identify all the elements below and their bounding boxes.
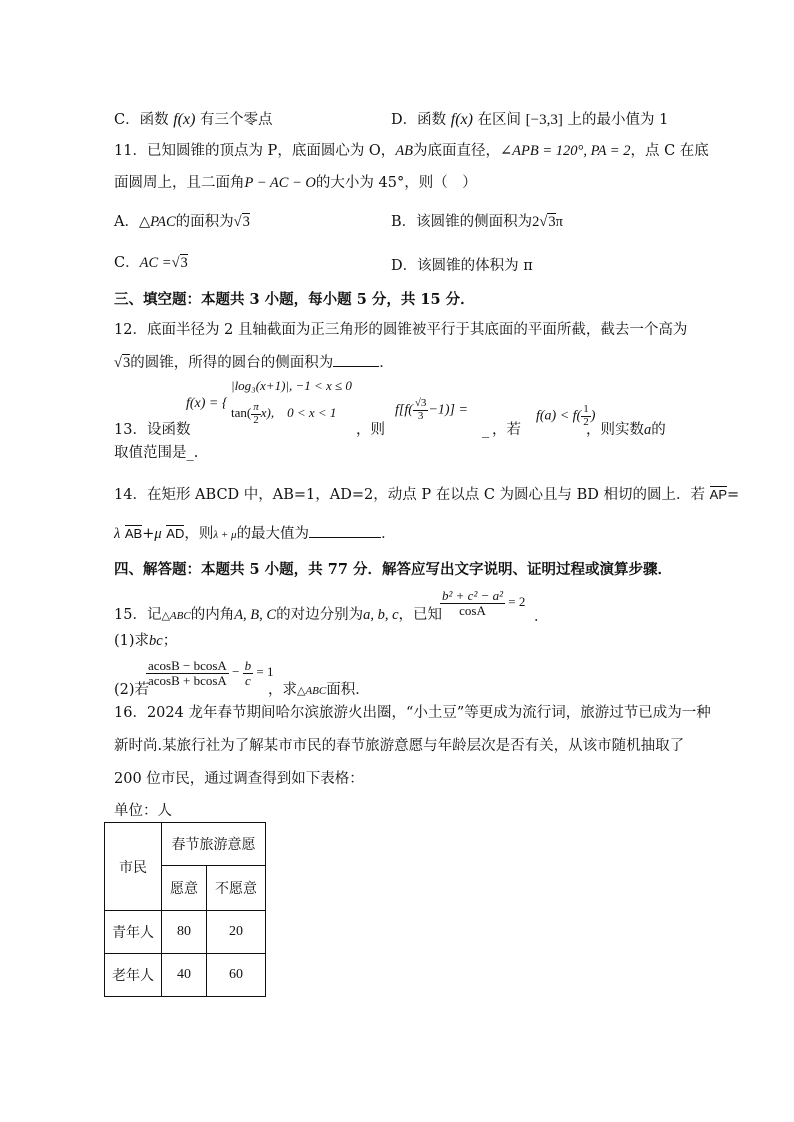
- option-d-label: D．函数: [391, 112, 447, 128]
- q13-case1: |log₃(x+1)|, −1 < x ≤ 0: [231, 378, 352, 393]
- q15-part1: [114, 633, 177, 650]
- q13-then: ，则: [356, 422, 385, 438]
- q13-tan: tan(: [231, 405, 252, 421]
- q13-cond-den: 2: [583, 415, 589, 428]
- q15-p2-tail1: ，求: [268, 682, 297, 698]
- q14-text: 14．在矩形 ABCD 中，AB=1，AD=2，动点 P 在以点 C 为圆心且与 BD 相切的圆上．若: [114, 487, 706, 503]
- table-col-willing: 愿意: [162, 866, 207, 911]
- option-d-fx: f(x): [450, 111, 473, 128]
- q16-line3: 200 位市民，通过调查得到如下表格：: [114, 771, 364, 787]
- q13-tail-text: ，则实数: [586, 422, 644, 438]
- q16-unit: 单位：人: [114, 803, 172, 819]
- q15-eq2: = 2: [508, 594, 526, 610]
- q15-p2-minus: −: [232, 664, 240, 680]
- table-cell: 40: [162, 954, 207, 997]
- q15-line1: [114, 607, 442, 624]
- q11-dihedral: P − AC − O: [244, 175, 316, 191]
- q13-ff-den: 3: [417, 409, 424, 422]
- q14-lambda: λ: [114, 526, 121, 542]
- q13-ff-tail: −1)] =: [428, 402, 468, 418]
- q15-frac-num: b² + c² − a²: [442, 588, 504, 603]
- q14-eq: =: [727, 487, 740, 503]
- q15-end: ．: [534, 609, 549, 625]
- q15-sides: a, b, c: [363, 607, 399, 623]
- option-d-interval: [−3,3]: [525, 112, 563, 128]
- q13-tail2: 的: [651, 422, 666, 438]
- option-c-label: C．函数: [114, 112, 169, 128]
- q15-p2-eq: = 1: [256, 664, 274, 680]
- q15-p2-num: acosB − bcosA: [148, 658, 227, 673]
- option-c-fx: f(x): [173, 111, 196, 128]
- section3-title: 三、填空题：本题共 3 小题，每小题 5 分，共 15 分．: [114, 291, 475, 308]
- q11-condition: ∠APB = 120°, PA = 2: [500, 143, 631, 159]
- q14-vec-ad: AD: [166, 526, 185, 541]
- opt-c-label: C．: [114, 255, 140, 271]
- q13-line2: 取值范围是_.: [114, 445, 199, 461]
- q12-answer-blank[interactable]: [333, 366, 379, 367]
- q15-part2-tail: [268, 682, 370, 699]
- q13-case2-domain: 0 < x < 1: [287, 405, 337, 421]
- section4-title: 四、解答题：本题共 5 小题，共 77 分．解答应写出文字说明、证明过程或演算步骤．: [114, 561, 672, 578]
- q15-given-eq: [440, 589, 525, 617]
- q15-p2-bden: c: [245, 672, 251, 688]
- q11-line1: [114, 143, 709, 160]
- q13-cond-close: ): [590, 408, 596, 424]
- q11-line2-tail: 的大小为 45°，则（ ）: [315, 175, 477, 191]
- q11-option-d: [391, 258, 533, 275]
- q14-line2: [114, 525, 396, 543]
- q13-ff-open: f[f(: [395, 402, 413, 418]
- q11-line2-text: 面圆周上，且二面角: [114, 175, 245, 191]
- option-d-mid: 在区间: [477, 112, 522, 128]
- q15-p2-tail2: 面积．: [326, 682, 370, 698]
- q12-line1: 12．底面半径为 2 且轴截面为正三角形的圆锥被平行于其底面的平面所截，截去一个高为: [114, 322, 688, 338]
- opt-a-label: A．: [114, 214, 139, 230]
- q11-text: 11．已知圆锥的顶点为 P，底面圆心为 O，: [114, 143, 396, 159]
- table-cell: 80: [162, 911, 207, 954]
- table-corner: 市民: [105, 823, 162, 911]
- q15-part2-pre: (2)若: [114, 682, 150, 698]
- option-d-text: 上的最小值为 1: [567, 112, 669, 128]
- q12-end: ．: [379, 355, 394, 371]
- q16-line1: 16．2024 龙年春节期间哈尔滨旅游火出圈，“小土豆”等更成为流行词，旅游过节已成为一种: [114, 705, 711, 721]
- q13-fx: f(x) = {: [186, 396, 228, 411]
- q15-angles: A, B, C: [234, 607, 277, 623]
- q15-part2-eq: [146, 659, 274, 687]
- q15-p2-triangle: △ABC: [297, 685, 327, 697]
- q13-tail: [586, 422, 666, 439]
- q11-option-a: A．△PAC的面积为√3: [114, 214, 250, 230]
- q13-cond-a: f(a) < f(: [536, 408, 582, 424]
- q11-ab: AB: [395, 143, 414, 159]
- option-c-text: 有三个零点: [200, 112, 273, 128]
- q13-a: a: [644, 422, 652, 438]
- q13-ff-num: √3: [414, 397, 427, 409]
- q13-case2: [231, 402, 336, 426]
- table-cell: 60: [207, 954, 266, 997]
- q15-mid2: 的对边分别为: [276, 607, 364, 623]
- q15-p1: (1)求: [114, 633, 150, 649]
- q15-mid3: ，已知: [398, 607, 443, 623]
- table-row-label: 青年人: [105, 911, 162, 954]
- q15-triangle: △ABC: [161, 610, 191, 622]
- opt-c-expr: AC =: [139, 255, 172, 271]
- table-row: [105, 954, 266, 997]
- q14-then: ，则: [184, 526, 214, 542]
- table-group-header: 春节旅游意愿: [162, 823, 266, 866]
- q13-cond-num: 1: [583, 403, 589, 415]
- opt-b-text: B．该圆锥的侧面积为: [391, 214, 533, 230]
- q15-p2-den: acosB + bcosA: [148, 672, 227, 688]
- q14-vec-ab: AB: [124, 526, 143, 541]
- q11-text-b: 为底面直径，: [413, 143, 501, 159]
- q15-frac-den: cosA: [459, 602, 486, 618]
- q15-p2-bnum: b: [244, 658, 252, 673]
- q14-tail: 的最大值为: [236, 526, 310, 542]
- opt-b-coef: 2: [532, 214, 540, 230]
- opt-a-triangle: △PAC: [138, 214, 176, 230]
- table-col-unwilling: 不愿意: [207, 866, 266, 911]
- table-row: [105, 911, 266, 954]
- q14-plus: +: [142, 526, 155, 542]
- table-row-label: 老年人: [105, 954, 162, 997]
- q13-blank1[interactable]: _: [482, 422, 490, 438]
- q12-text: 的圆锥，所得的圆台的侧面积为: [130, 355, 334, 371]
- q10-option-c: [114, 110, 273, 129]
- q16-line2: 新时尚.某旅行社为了解某市市民的春节旅游意愿与年龄层次是否有关，从该市随机抽取了: [114, 738, 685, 754]
- q11-option-c: C．AC =√3: [114, 255, 188, 271]
- q12-rad: 3: [122, 355, 131, 371]
- opt-d-text: D．该圆锥的体积为 π: [391, 258, 533, 274]
- q14-vec-ap: AP: [709, 487, 727, 502]
- opt-c-rad: 3: [180, 255, 188, 271]
- q11-option-b: B．该圆锥的侧面积为2√3π: [391, 214, 563, 230]
- q14-line1: [114, 486, 739, 504]
- q15-pre: 15．记: [114, 607, 162, 623]
- q14-answer-blank[interactable]: [309, 537, 381, 538]
- q11-line2: [114, 175, 477, 192]
- q15-bc: bc: [149, 633, 163, 649]
- opt-a-text: 的面积为: [175, 214, 234, 230]
- q13-label: 13．设函数: [114, 422, 191, 438]
- q15-mid1: 的内角: [190, 607, 235, 623]
- q11-text-c: ，点 C 在底: [630, 143, 709, 159]
- table-cell: 20: [207, 911, 266, 954]
- q14-mu: μ: [154, 526, 162, 542]
- q13-ff: [395, 398, 468, 422]
- q13-case2-x: x),: [260, 405, 275, 421]
- q12-line2: √3的圆锥，所得的圆台的侧面积为 ．: [114, 355, 394, 371]
- survey-table: [104, 822, 266, 997]
- q10-option-d: [391, 110, 668, 129]
- q14-sum: λ + μ: [213, 529, 237, 541]
- q13-pi: π: [253, 401, 259, 413]
- opt-b-pi: π: [555, 214, 563, 230]
- q14-end: ．: [381, 526, 396, 542]
- q13-two: 2: [253, 413, 259, 426]
- opt-b-rad: 3: [548, 214, 556, 230]
- q13-ruo: ，若: [492, 422, 521, 438]
- opt-a-value: 3: [242, 214, 250, 230]
- q15-p1-end: ；: [162, 633, 178, 649]
